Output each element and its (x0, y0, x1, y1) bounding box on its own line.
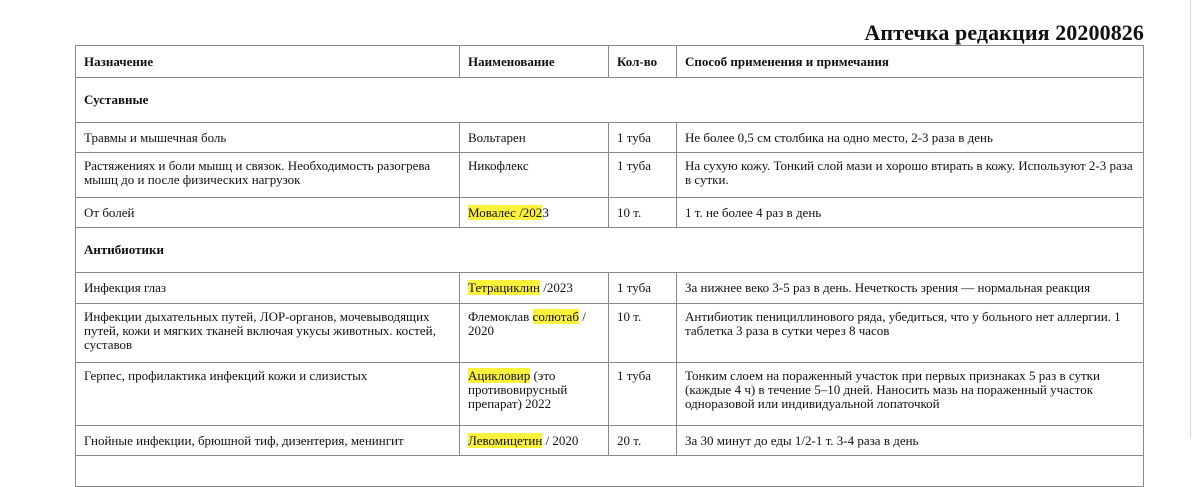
table-row (76, 273, 1144, 304)
header-usage: Способ применения и примечания (677, 46, 1144, 78)
name-text: /2023 (539, 280, 573, 295)
cell-usage: За нижнее веко 3-5 раз в день. Нечеткость зрения — нормальная реакция (677, 273, 1144, 304)
cell-name (460, 153, 609, 198)
cell-name (460, 363, 609, 426)
cell-purpose: Инфекция глаз (76, 273, 460, 304)
section-row-next (76, 456, 1144, 487)
cell-name (460, 123, 609, 153)
cell-name (460, 273, 609, 304)
cell-usage: Не более 0,5 см столбика на одно место, 2-3 раза в день (677, 123, 1144, 153)
highlighted-text: солютаб (532, 309, 579, 324)
cell-purpose: Инфекции дыхательных путей, ЛОР-органов, мочевыводящих путей, кожи и мягких тканей включая укусы животных. костей, суставов (76, 304, 460, 363)
header-name: Наименование (460, 46, 609, 78)
section-title-cutoff (76, 456, 1144, 487)
highlighted-text: Ацикловир (468, 368, 531, 383)
medicine-table (75, 45, 1144, 487)
cell-qty: 1 туба (609, 123, 677, 153)
cell-purpose: Герпес, профилактика инфекций кожи и слизистых (76, 363, 460, 426)
cell-qty: 10 т. (609, 304, 677, 363)
page-edge-divider (1190, 0, 1191, 438)
cell-purpose: Растяжениях и боли мышц и связок. Необходимость разогрева мышц до и после физических нагрузок (76, 153, 460, 198)
section-title: Антибиотики (76, 228, 1144, 273)
cell-usage: 1 т. не более 4 раз в день (677, 198, 1144, 228)
cell-qty: 1 туба (609, 273, 677, 304)
highlighted-text: Левомицетин (468, 432, 543, 448)
table-row (76, 123, 1144, 153)
cell-qty: 1 туба (609, 153, 677, 198)
name-text: 3 (542, 204, 549, 220)
table-row (76, 363, 1144, 426)
table-row (76, 198, 1144, 228)
cell-purpose: Гнойные инфекции, брюшной тиф, дизентерия, менингит (76, 426, 460, 456)
header-purpose: Назначение (76, 46, 460, 78)
cell-name (460, 198, 609, 228)
table-row (76, 426, 1144, 456)
name-text: / 2020 (468, 309, 586, 338)
highlighted-text: Тетрациклин (468, 280, 540, 295)
name-text: (это противовирусный препарат) 2022 (468, 368, 568, 411)
name-text: / 2020 (542, 432, 579, 448)
name-text: Вольтарен (468, 129, 526, 145)
table-row (76, 304, 1144, 363)
cell-qty: 20 т. (609, 426, 677, 456)
section-row-antibiotics (76, 228, 1144, 273)
cell-usage: На сухую кожу. Тонкий слой мази и хорошо втирать в кожу. Используют 2-3 раза в сутки. (677, 153, 1144, 198)
cell-purpose: Травмы и мышечная боль (76, 123, 460, 153)
cell-name (460, 426, 609, 456)
cell-usage: Тонким слоем на пораженный участок при первых признаках 5 раз в сутки (каждые 4 ч) в течение 5–10 дней. Наносить мазь на пораженный участок одноразовой или индивидуальной лопаточкой (677, 363, 1144, 426)
cell-qty: 1 туба (609, 363, 677, 426)
cell-usage: За 30 минут до еды 1/2-1 т. 3-4 раза в день (677, 426, 1144, 456)
header-row (76, 46, 1144, 78)
cell-name (460, 304, 609, 363)
document-title: Аптечка редакция 20200826 (864, 20, 1144, 45)
cell-usage: Антибиотик пенициллинового ряда, убедиться, что у больного нет аллергии. 1 таблетка 3 раза в сутки через 8 часов (677, 304, 1144, 363)
cell-purpose: От болей (76, 198, 460, 228)
header-qty: Кол-во (609, 46, 677, 78)
section-row-joints (76, 78, 1144, 123)
table-row (76, 153, 1144, 198)
name-text: Флемоклав (468, 309, 533, 324)
name-text: Никофлекс (468, 158, 529, 173)
highlighted-text: Мовалес /202 (468, 204, 543, 220)
section-title: Суставные (76, 78, 1144, 123)
cell-qty: 10 т. (609, 198, 677, 228)
